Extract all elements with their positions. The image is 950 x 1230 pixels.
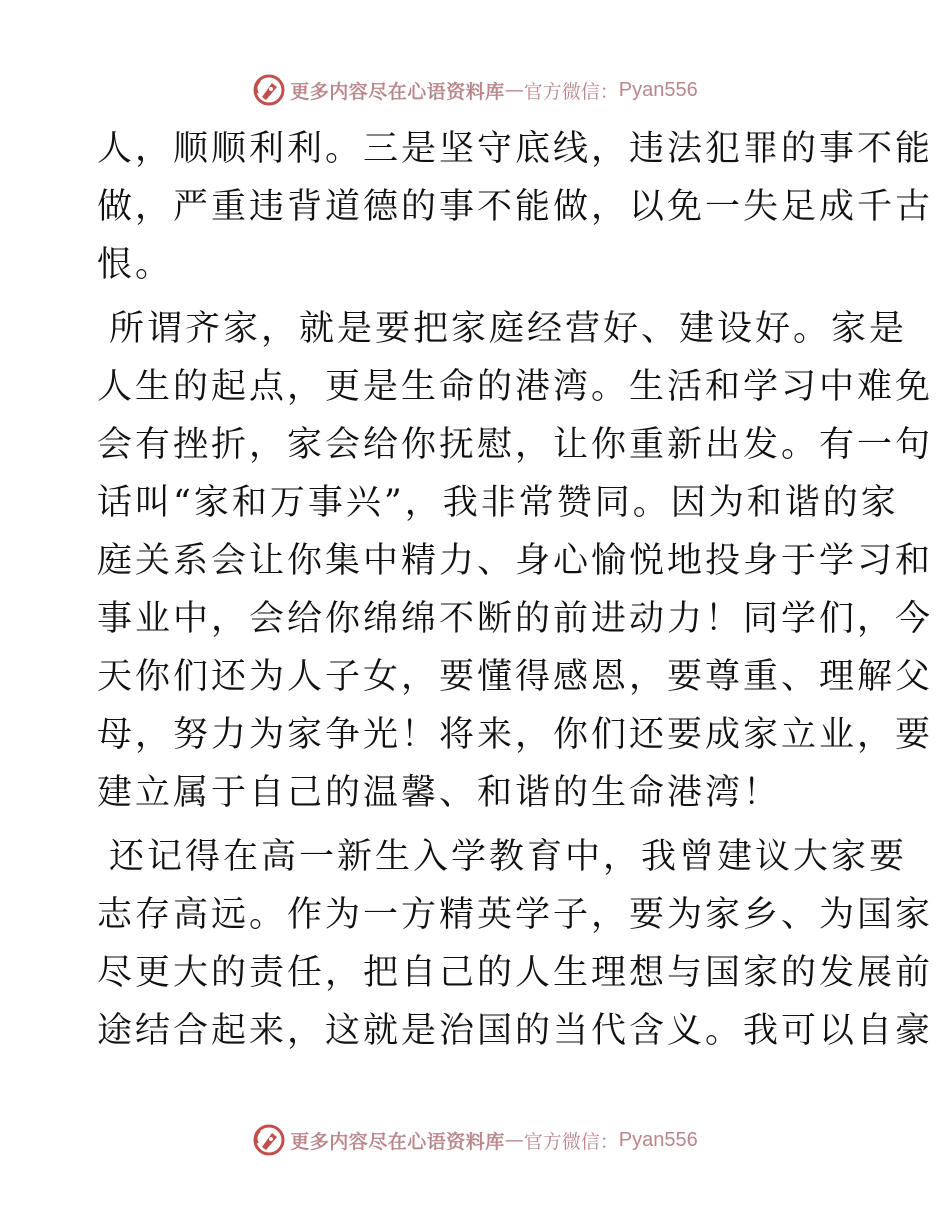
header-brand-text: 更多内容尽在心语资料库: [290, 80, 505, 103]
header-wechat-label: 官方微信：: [523, 80, 619, 103]
footer-dash: —: [504, 1129, 524, 1151]
document-body: [97, 120, 934, 1066]
text-line: 恨。: [97, 245, 174, 285]
header-wechat-id: Pyan556: [618, 78, 698, 101]
footer-wechat-id: Pyan556: [618, 1128, 698, 1151]
text-line: 话叫“家和万事兴”，我非常赞同。因为和谐的家: [97, 483, 899, 523]
pen-nib-logo-icon: [252, 73, 286, 107]
paragraph-2: [97, 300, 934, 822]
text-line: 尽更大的责任，把自己的人生理想与国家的发展前: [97, 953, 934, 993]
footer-wechat-label: 官方微信：: [523, 1130, 619, 1153]
footer-brand-text: 更多内容尽在心语资料库: [290, 1130, 505, 1153]
paragraph-3: [97, 828, 934, 1060]
header-banner: [0, 70, 950, 110]
pen-nib-logo-icon: [252, 1123, 286, 1157]
text-line: 人，顺顺利利。三是坚守底线，违法犯罪的事不能: [97, 129, 934, 169]
header-dash: —: [504, 79, 524, 101]
footer-banner: [0, 1120, 950, 1160]
text-line: 母，努力为家争光！将来，你们还要成家立业，要: [97, 715, 934, 755]
text-line: 天你们还为人子女，要懂得感恩，要尊重、理解父: [97, 657, 934, 697]
text-line: 还记得在高一新生入学教育中，我曾建议大家要: [109, 837, 908, 877]
text-line: 庭关系会让你集中精力、身心愉悦地投身于学习和: [97, 541, 934, 581]
text-line: 建立属于自己的温馨、和谐的生命港湾！: [97, 773, 782, 813]
text-line: 会有挫折，家会给你抚慰，让你重新出发。有一句: [97, 425, 934, 465]
text-line: 所谓齐家，就是要把家庭经营好、建设好。家是: [109, 309, 908, 349]
text-line: 人生的起点，更是生命的港湾。生活和学习中难免: [97, 367, 934, 407]
text-line: 做，严重违背道德的事不能做，以免一失足成千古: [97, 187, 934, 227]
text-line: 途结合起来，这就是治国的当代含义。我可以自豪: [97, 1011, 934, 1051]
text-line: 志存高远。作为一方精英学子，要为家乡、为国家: [97, 895, 934, 935]
paragraph-1: [97, 120, 934, 294]
text-line: 事业中，会给你绵绵不断的前进动力！同学们，今: [97, 599, 934, 639]
